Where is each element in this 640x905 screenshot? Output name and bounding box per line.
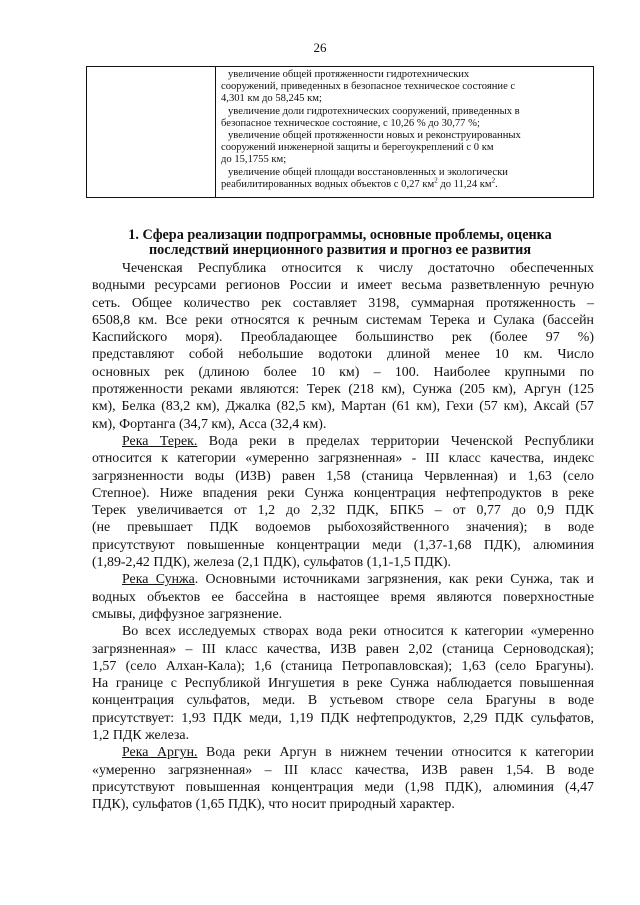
table-text: . <box>495 178 498 190</box>
river-title-sunzha: Река Сунжа <box>122 572 195 588</box>
section-heading <box>80 228 600 258</box>
text-line: загрязненная» – III класс качества, ИЗВ равен 2,02 (станица Серноводская); <box>92 641 594 657</box>
text-line: км), Фортанга (34,7 км), Асса (32,4 км). <box>92 416 327 432</box>
text-line: представляют собой небольшие водотоки длиной менее 10 км. Число <box>92 347 594 363</box>
text-line: Степное). Ниже впадения реки Сунжа концентрация нефтепродуктов в реке <box>92 485 594 501</box>
text-line: основных рек (длиною более 10 км) – 100. Наиболее крупными по <box>92 364 594 380</box>
text-line <box>92 744 594 761</box>
indicators-table <box>86 66 594 198</box>
page-number: 26 <box>313 40 327 55</box>
river-title-argun: Река Аргун. <box>122 745 198 761</box>
text-span: . Основными источниками загрязнения, как реки Сунжа, так и <box>194 572 594 588</box>
table-text: до 11,24 км <box>437 178 492 190</box>
text-line: протяженности реками являются: Терек (218 км), Сунжа (205 км), Аргун (125 <box>92 382 594 398</box>
text-line: Каспийского моря). Преобладающее большинство рек (более 97 %) <box>92 330 594 346</box>
text-line <box>92 571 594 588</box>
text-line: водных объектов ее бассейна в настоящее время являются поверхностные <box>92 589 594 605</box>
text-line: На границе с Республикой Ингушетия в реке Сунжа наблюдается повышенная <box>92 676 594 692</box>
text-line: Терек увеличивается от 1,2 до 2,32 ПДК, БПК5 – от 0,77 до 0,9 ПДК <box>92 503 594 519</box>
text-line: относится к категории «умеренно загрязненная» - III класс качества, индекс <box>92 451 594 467</box>
heading-line: 1. Сфера реализации подпрограммы, основные проблемы, оценка <box>128 227 552 243</box>
body-text <box>92 260 594 814</box>
text-line: 6508,8 км. Все реки относятся к речным системам Терека и Сулака (бассейн <box>92 312 594 328</box>
table-cell-empty <box>87 67 216 198</box>
table-line: увеличение общей протяженности новых и реконструированных <box>228 130 521 142</box>
text-line: Чеченская Республика относится к числу достаточно обеспеченных <box>122 261 594 276</box>
table-cell-indicators <box>216 67 594 198</box>
text-line: км), Белка (83,2 км), Джалка (82,5 км), Мартан (61 км), Гехи (57 км), Аксай (57 <box>92 399 594 415</box>
table-line: увеличение доли гидротехнических сооружений, приведенных в <box>228 105 520 117</box>
text-line: водными ресурсами регионов России и имеет весьма разветвленную речную <box>92 278 594 294</box>
superscript: 2 <box>491 176 496 185</box>
table-text: реабилитированных водных объектов с 0,27 км <box>221 178 435 190</box>
text-line: концентрация сульфатов, меди. В устьевом створе села Брагуны в воде <box>92 693 594 709</box>
table-line: безопасное техническое состояние, с 10,26 % до 30,77 %; <box>221 117 480 129</box>
text-line: присутствует: 1,93 ПДК меди, 1,19 ПДК нефтепродуктов, 2,29 ПДК сульфатов, <box>92 710 594 726</box>
text-line: сеть. Общее количество рек составляет 3198, суммарная протяженность – <box>92 295 594 311</box>
text-line: 1,57 (село Алхан-Кала); 1,6 (станица Петропавловская); 1,63 (село Брагуны). <box>92 658 594 674</box>
text-line: 1,2 ПДК железа. <box>92 728 190 744</box>
table-line <box>221 176 589 191</box>
table-row <box>87 67 594 198</box>
table-line: сооружений инженерной защиты и берегоукреплений с 0 км <box>221 142 494 154</box>
text-line: «умеренно загрязненная» – III класс качества, ИЗВ равен 1,54. В воде <box>92 762 594 778</box>
text-line: смывы, диффузное загрязнение. <box>92 606 283 622</box>
superscript: 2 <box>434 176 438 185</box>
text-line <box>92 433 594 450</box>
text-line: (не превышает ПДК водоемов рыбохозяйственного значения); в воде <box>92 520 594 536</box>
text-line: присутствуют повышенные концентрации меди (1,37-1,68 ПДК), алюминия <box>92 537 594 553</box>
heading-line: последствий инерционного развития и прогноз ее развития <box>149 242 531 258</box>
river-title-terek: Река Терек. <box>122 433 198 449</box>
text-line: (1,89-2,42 ПДК), железа (2,1 ПДК), сульфатов (1,1-1,5 ПДК). <box>92 555 452 571</box>
table-line: до 15,1755 км; <box>221 154 287 166</box>
table-line: сооружений, приведенных в безопасное техническое состояние с <box>221 81 516 93</box>
text-line: Во всех исследуемых створах вода реки относится к категории «умеренно <box>122 624 594 640</box>
table-line: увеличение общей площади восстановленных и экологически <box>228 166 508 178</box>
table-line: увеличение общей протяженности гидротехнических <box>228 69 470 80</box>
text-span: Вода реки Аргун в нижнем течении относится к категории <box>197 745 594 761</box>
table-line: 4,301 км до 58,245 км; <box>221 93 322 105</box>
text-line: загрязненности воды (ИЗВ) равен 1,58 (станица Червленная) и 1,63 (село <box>92 468 594 484</box>
text-span: Вода реки в пределах территории Чеченской Республики <box>197 433 594 449</box>
text-line: ПДК), сульфатов (1,65 ПДК), что носит природный характер. <box>92 797 455 813</box>
text-line: присутствуют повышенная концентрация меди (1,98 ПДК), алюминия (4,47 <box>92 779 594 795</box>
